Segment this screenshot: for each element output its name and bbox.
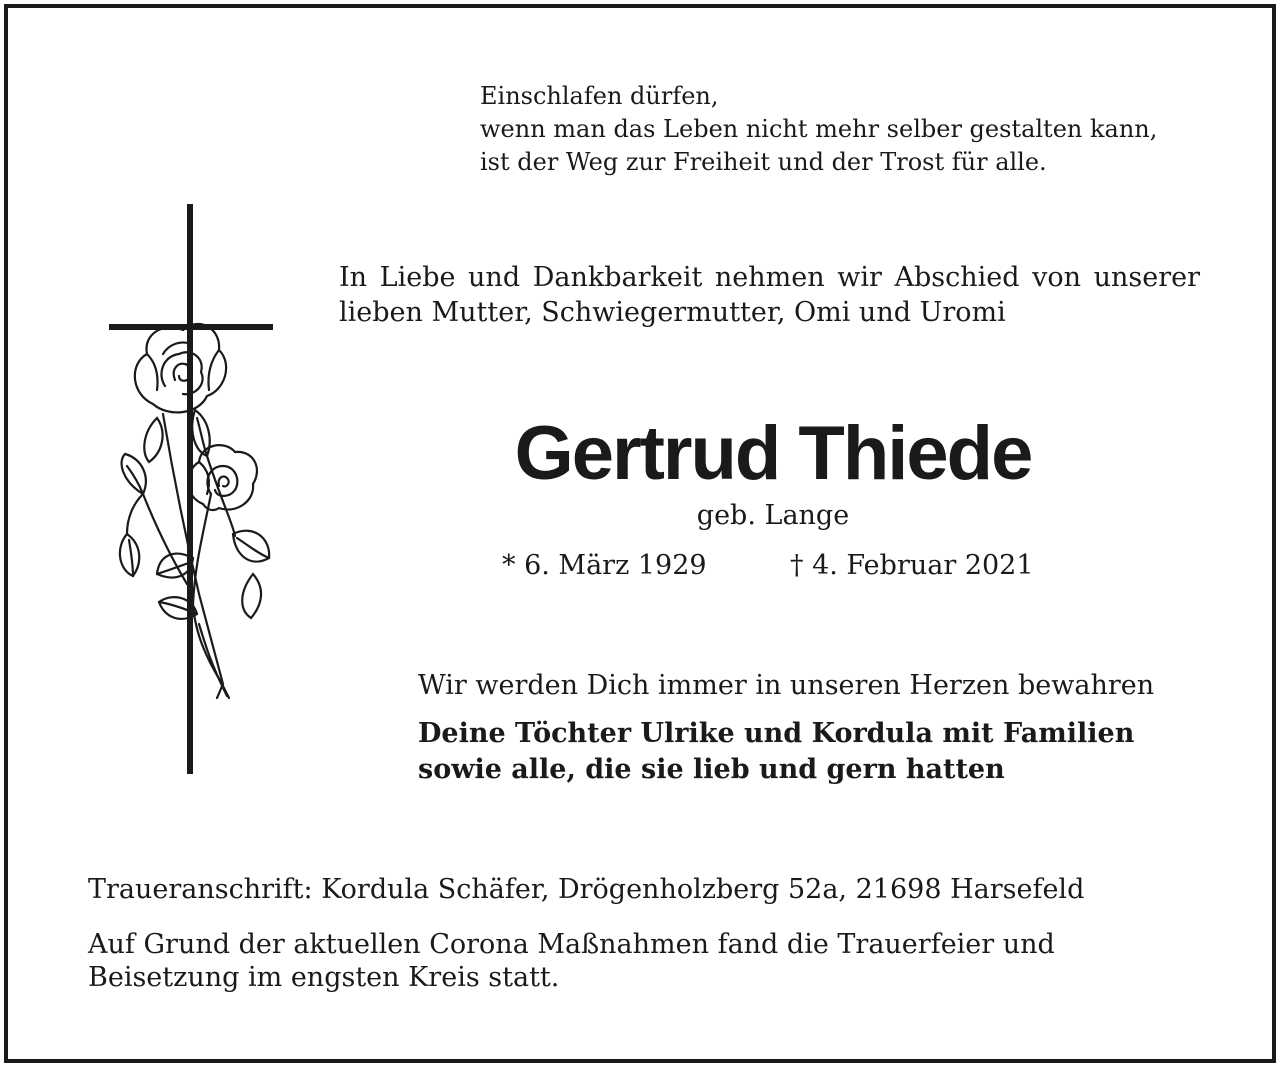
poem-line: ist der Weg zur Freiheit und der Trost für alle. — [480, 148, 1047, 176]
cross-with-roses-icon — [103, 204, 283, 788]
poem-line: Einschlafen dürfen, — [480, 82, 719, 110]
obituary-notice — [4, 4, 1276, 1063]
mourners — [418, 716, 1134, 788]
death-date: † 4. Februar 2021 — [790, 550, 1034, 581]
mourning-address: Traueranschrift: Kordula Schäfer, Drögenholzberg 52a, 21698 Harsefeld — [88, 874, 1085, 905]
mourners-line: sowie alle, die sie lieb und gern hatten — [418, 754, 1005, 785]
birth-name: geb. Lange — [696, 500, 850, 531]
corona-note: Auf Grund der aktuellen Corona Maßnahmen fand die Trauerfeier und Beisetzung im engsten Kreis statt. — [88, 929, 1055, 993]
birth-date: * 6. März 1929 — [502, 550, 707, 581]
poem — [480, 80, 1157, 179]
closing-line: Wir werden Dich immer in unseren Herzen bewahren — [418, 670, 1155, 701]
deceased-name: Gertrud Thiede — [514, 411, 1032, 496]
intro-text: In Liebe und Dankbarkeit nehmen wir Abschied von unserer lieben Mutter, Schwiegermutter, Omi und Uromi — [339, 262, 1200, 328]
poem-line: wenn man das Leben nicht mehr selber gestalten kann, — [480, 115, 1158, 143]
mourners-line: Deine Töchter Ulrike und Kordula mit Familien — [418, 718, 1135, 749]
